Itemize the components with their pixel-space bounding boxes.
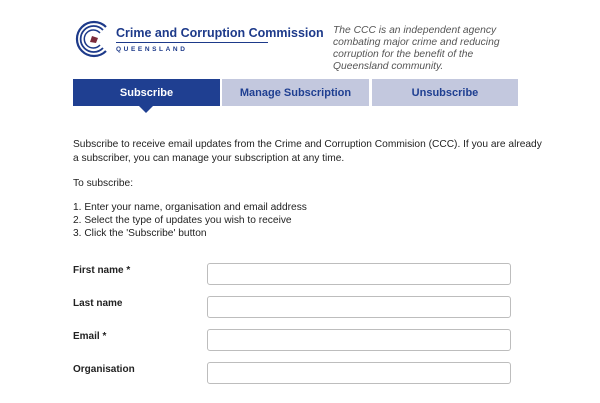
active-tab-pointer bbox=[139, 106, 153, 113]
intro-line-2: a subscriber, you can manage your subscription at any time. bbox=[73, 153, 345, 164]
organisation-field[interactable] bbox=[207, 362, 511, 384]
step-2: 2. Select the type of updates you wish to receive bbox=[73, 215, 292, 226]
how-to-heading: To subscribe: bbox=[73, 178, 134, 189]
org-region: QUEENSLAND bbox=[116, 46, 188, 53]
first-name-label: First name * bbox=[73, 265, 131, 276]
tab-unsubscribe[interactable]: Unsubscribe bbox=[372, 79, 518, 106]
email-label: Email * bbox=[73, 331, 107, 342]
first-name-field[interactable] bbox=[207, 263, 511, 285]
step-1: 1. Enter your name, organisation and email address bbox=[73, 202, 307, 213]
ccc-logo[interactable] bbox=[72, 18, 324, 62]
org-name: Crime and Corruption Commission bbox=[116, 26, 324, 40]
last-name-field[interactable] bbox=[207, 296, 511, 318]
email-field[interactable] bbox=[207, 329, 511, 351]
ccc-swirl-logo-icon bbox=[72, 18, 114, 60]
intro-line-1: Subscribe to receive email updates from the Crime and Corruption Commision (CCC). If you are already bbox=[73, 139, 542, 150]
last-name-label: Last name bbox=[73, 298, 123, 309]
organisation-label: Organisation bbox=[73, 364, 135, 375]
step-3: 3. Click the 'Subscribe' button bbox=[73, 228, 207, 239]
logo-divider bbox=[116, 42, 268, 43]
tab-subscribe[interactable]: Subscribe bbox=[73, 79, 220, 106]
tab-manage-subscription[interactable]: Manage Subscription bbox=[222, 79, 369, 106]
header-tagline: The CCC is an independent agency combating major crime and reducing corruption for the benefit of the Queensland community. bbox=[333, 25, 500, 72]
